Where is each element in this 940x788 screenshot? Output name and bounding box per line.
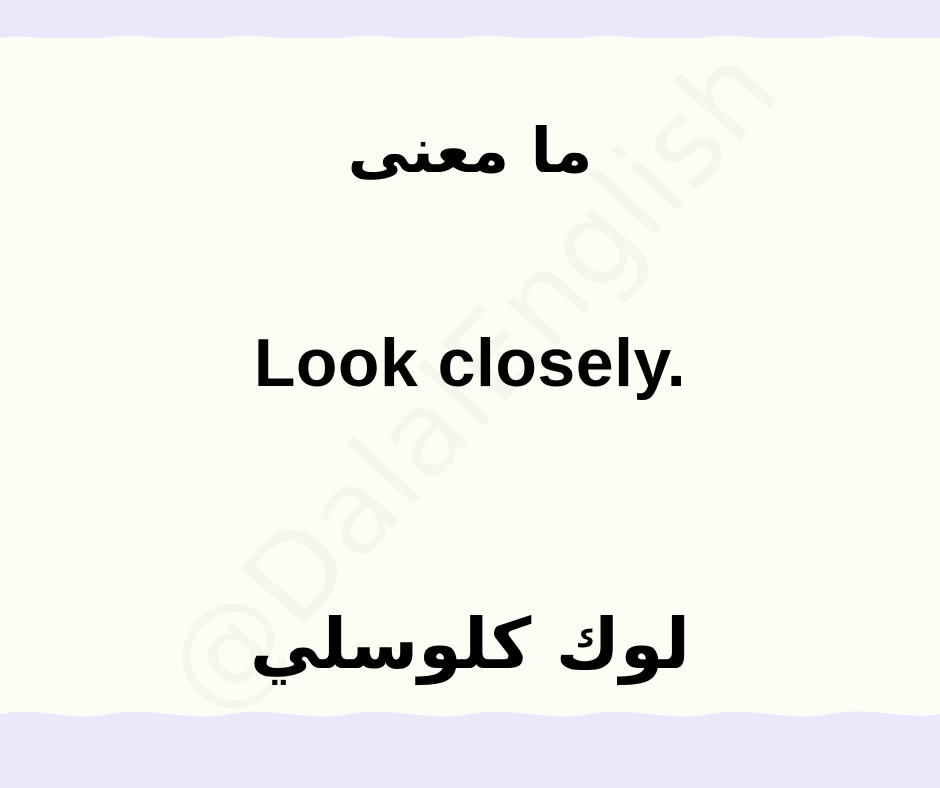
question-prompt: ما معنى [347,114,593,187]
bottom-wave-band [0,700,940,788]
english-phrase: Look closely. [253,325,687,401]
arabic-transliteration: لوك كلوسلي [249,603,691,685]
